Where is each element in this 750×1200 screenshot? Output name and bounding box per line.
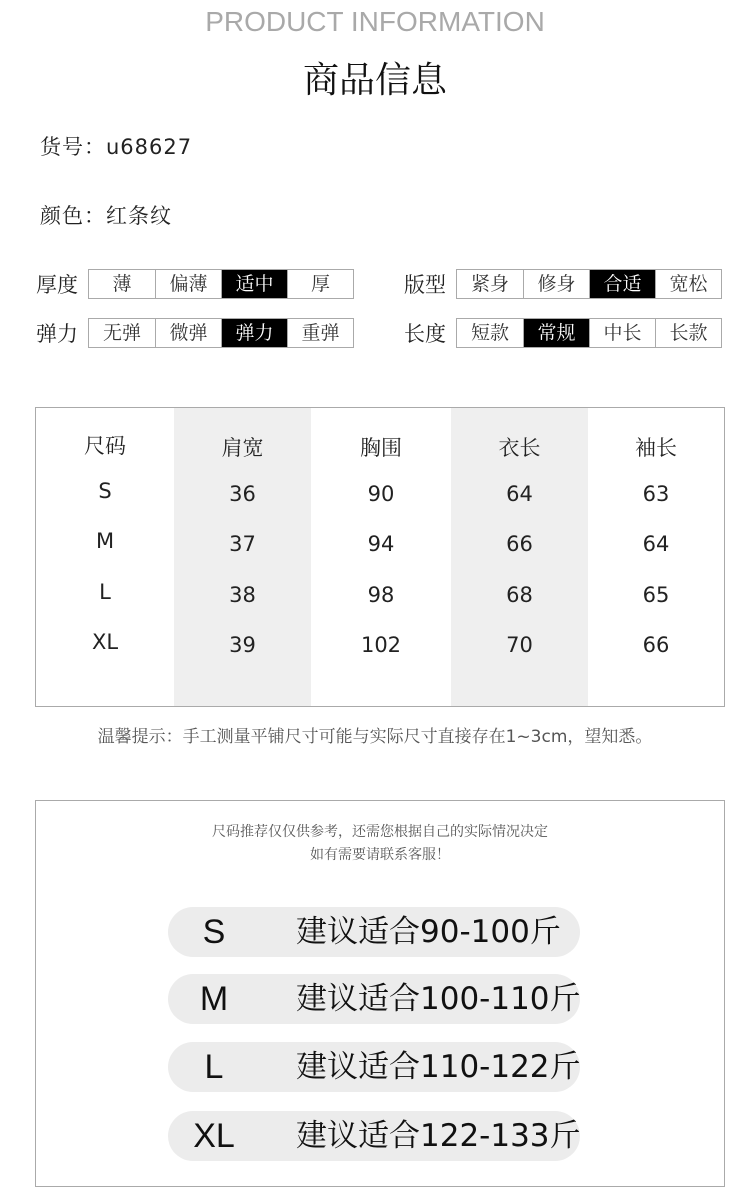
pill-size: XL — [193, 1117, 235, 1155]
table-cell: 68 — [506, 583, 533, 607]
elasticity-option: 微弹 — [155, 319, 221, 347]
size-recommendation-box — [35, 800, 725, 1187]
fit-options — [456, 269, 722, 299]
table-cell: 39 — [229, 633, 256, 657]
fit-label: 版型 — [404, 273, 446, 297]
fit-option: 宽松 — [655, 270, 721, 298]
length-options — [456, 318, 722, 348]
elasticity-options — [88, 318, 354, 348]
column-header: 尺码 — [84, 434, 126, 458]
pill-text: 建议适合122-133斤 — [296, 1118, 581, 1154]
chest-column — [311, 408, 451, 706]
length-label: 长度 — [404, 322, 446, 346]
recommendation-pill — [168, 907, 580, 957]
length-option-selected: 常规 — [523, 319, 589, 347]
pill-size: M — [199, 980, 229, 1018]
table-cell: 65 — [642, 583, 670, 607]
length-option: 长款 — [655, 319, 721, 347]
table-cell: L — [99, 580, 111, 604]
table-cell: 94 — [367, 532, 395, 556]
table-cell: 64 — [506, 482, 533, 506]
pill-size: S — [202, 913, 226, 951]
pill-text: 建议适合100-110斤 — [296, 981, 581, 1017]
table-cell: 38 — [229, 583, 256, 607]
header-english-title: PRODUCT INFORMATION — [205, 6, 545, 37]
sku-line — [40, 131, 192, 161]
table-cell: 70 — [506, 633, 533, 657]
column-header: 衣长 — [498, 436, 541, 460]
thickness-row — [36, 269, 354, 299]
sku-value: u68627 — [106, 135, 193, 159]
length-row — [404, 318, 722, 348]
elasticity-row — [36, 318, 354, 348]
thickness-option: 薄 — [112, 273, 132, 295]
table-cell: 63 — [642, 482, 670, 506]
table-cell: 66 — [642, 633, 670, 657]
measurement-note: 温馨提示：手工测量平铺尺寸可能与实际尺寸直接存在1~3cm，望知悉。 — [97, 727, 653, 747]
table-cell: 90 — [367, 482, 395, 506]
column-header: 袖长 — [635, 436, 677, 460]
size-column — [36, 408, 174, 706]
column-header: 肩宽 — [221, 436, 264, 460]
color-line — [40, 200, 172, 230]
elasticity-option-selected: 弹力 — [221, 319, 287, 347]
table-cell: XL — [91, 630, 119, 654]
fit-row — [404, 269, 722, 299]
table-cell: S — [98, 479, 112, 503]
length-option: 中长 — [589, 319, 655, 347]
thickness-options — [88, 269, 354, 299]
table-cell: 36 — [229, 482, 256, 506]
elasticity-option: 无弹 — [102, 322, 141, 344]
color-label: 颜色： — [40, 204, 106, 228]
shoulder-column — [174, 408, 311, 706]
fit-option-selected: 合适 — [589, 270, 655, 298]
column-header: 胸围 — [360, 436, 402, 460]
pill-text: 建议适合110-122斤 — [296, 1049, 581, 1085]
fit-option: 紧身 — [470, 273, 509, 295]
table-cell: 37 — [229, 532, 256, 556]
sku-label: 货号： — [40, 135, 106, 159]
thickness-label: 厚度 — [36, 273, 78, 297]
thickness-option: 偏薄 — [155, 270, 221, 298]
elasticity-label: 弹力 — [36, 322, 78, 346]
length-column — [451, 408, 588, 706]
color-value: 红条纹 — [106, 204, 172, 228]
sleeve-column — [588, 408, 724, 706]
table-cell: 102 — [360, 633, 402, 657]
table-cell: M — [95, 529, 115, 553]
size-table — [35, 407, 725, 707]
length-option: 短款 — [470, 322, 509, 344]
elasticity-option: 重弹 — [287, 319, 353, 347]
pill-text: 建议适合90-100斤 — [296, 914, 561, 950]
table-cell: 64 — [642, 532, 670, 556]
recommendation-pill — [168, 1042, 580, 1092]
table-cell: 66 — [506, 532, 533, 556]
pill-size: L — [204, 1048, 224, 1086]
recommendation-pill — [168, 974, 580, 1024]
fit-option: 修身 — [523, 270, 589, 298]
page-title: 商品信息 — [302, 60, 447, 101]
recommendation-note-line1: 尺码推荐仅仅供参考，还需您根据自己的实际情况决定 — [212, 824, 548, 840]
recommendation-pill — [168, 1111, 580, 1161]
thickness-option: 厚 — [287, 270, 353, 298]
table-cell: 98 — [367, 583, 395, 607]
thickness-option-selected: 适中 — [221, 270, 287, 298]
recommendation-note-line2: 如有需要请联系客服！ — [310, 847, 450, 863]
